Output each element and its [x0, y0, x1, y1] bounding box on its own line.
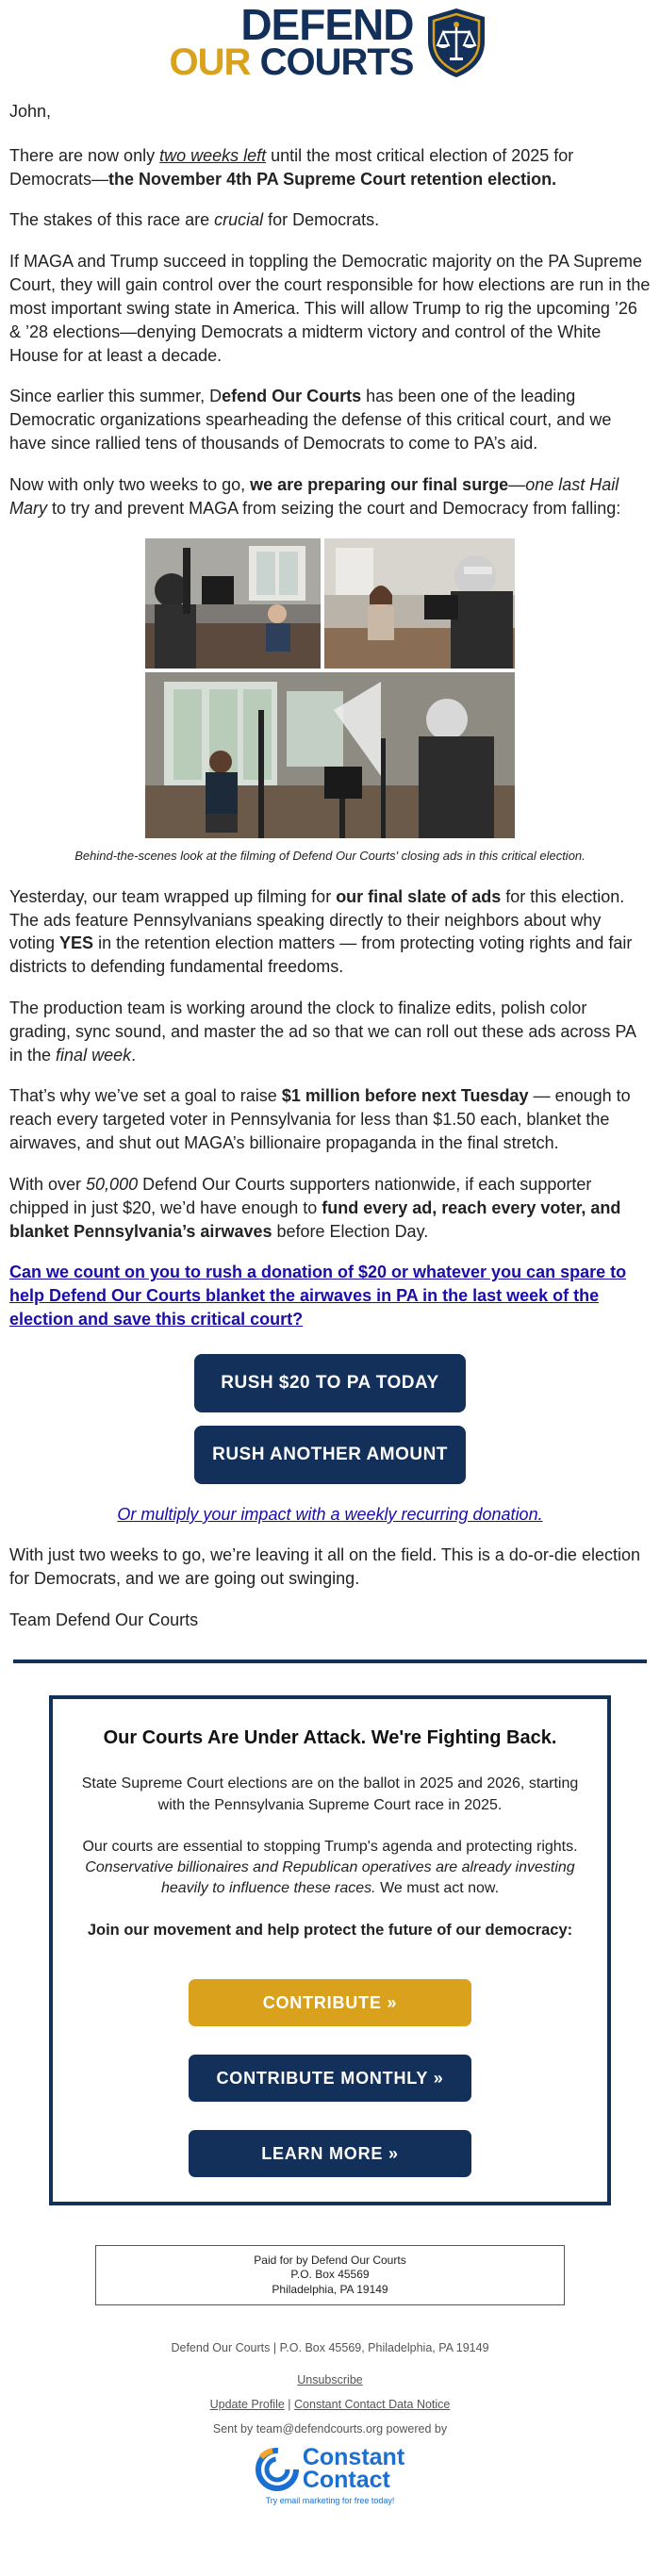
- footer-separator: |: [284, 2398, 295, 2412]
- defend-our-courts-logo[interactable]: [0, 0, 660, 85]
- paragraph-since-summer: Since earlier this summer, Defend Our Courts has been one of the leading Democratic organizations spearheading the defense of this critical court, and we have since rallied tens of thousands of Democrats to come to PA’s aid.: [9, 387, 612, 454]
- photo-filming-interview-2: [324, 538, 515, 669]
- paragraph-supporters: With over 50,000 Defend Our Courts supporters nationwide, if each supporter chipped in just $20, we’d have enough to fund every ad, reach every voter, and blanket Pennsylvania’s airwaves before Election Day.: [9, 1174, 621, 1241]
- paragraph-production: The production team is working around the clock to finalize edits, polish color grading, sync sound, and master the ad so that we can roll out these ads across PA in the final week.: [9, 999, 636, 1065]
- logo-courts: COURTS: [259, 41, 414, 83]
- update-profile-link[interactable]: Update Profile: [209, 2398, 285, 2412]
- email-footer: [0, 2341, 660, 2505]
- logo-our: OUR: [169, 41, 251, 83]
- photo-filming-interview-1: [145, 538, 321, 669]
- unsubscribe-link[interactable]: Unsubscribe: [297, 2373, 363, 2387]
- behind-the-scenes-photos: [145, 538, 515, 838]
- greeting: John,: [9, 102, 52, 121]
- paragraph-stakes: The stakes of this race are crucial for Democrats.: [9, 210, 380, 230]
- paragraph-maga-threat: If MAGA and Trump succeed in toppling the Democratic majority on the PA Supreme Court, they will gain control over the court responsible for how elections are run in the most important swing state in America. This will allow Trump to rig the upcoming ’26 & ’28 elections—denying Democrats a midterm victory and control of the White House for at least a decade.: [9, 252, 651, 365]
- constant-contact-icon: [256, 2448, 299, 2491]
- cc-word-constant: Constant: [302, 2444, 405, 2471]
- promo-paragraph-ballot: State Supreme Court elections are on the ballot in 2025 and 2026, starting with the Pennsylvania Supreme Court race in 2025.: [81, 1775, 579, 1813]
- paragraph-final-ads: Yesterday, our team wrapped up filming for our final slate of ads for this election. The ads feature Pennsylvanians speaking directly to their neighbors about why voting YES in the retention election matters — from protecting voting rights and fair districts to defending fundamental freedoms.: [9, 886, 633, 977]
- shield-scales-icon: [422, 6, 490, 79]
- promo-join: Join our movement and help protect the future of our democracy:: [87, 1921, 573, 1939]
- sent-by: Sent by team@defendcourts.org powered by: [212, 2422, 448, 2436]
- photo-filming-interview-3: [145, 672, 515, 838]
- weekly-recurring-link[interactable]: Or multiply your impact with a weekly recurring donation.: [117, 1504, 543, 1524]
- paragraph-final-surge: Now with only two weeks to go, we are preparing our final surge—one last Hail Mary to try and prevent MAGA from seizing the court and Democracy from falling:: [9, 474, 621, 518]
- rush-20-button[interactable]: RUSH $20 TO PA TODAY: [194, 1354, 466, 1412]
- constant-contact-logo[interactable]: [0, 2444, 660, 2505]
- promo-title: Our Courts Are Under Attack. We're Fighting Back.: [103, 1727, 557, 1749]
- contribute-monthly-button[interactable]: CONTRIBUTE MONTHLY »: [189, 2055, 471, 2102]
- paid-for-city: Philadelphia, PA 19149: [272, 2282, 388, 2296]
- paid-for-disclaimer: [95, 2245, 565, 2306]
- donation-appeal-link[interactable]: Can we count on you to rush a donation of $20 or whatever you can spare to help Defend Our Courts blanket the airwaves in PA in the last week of the election and save this critical court?: [9, 1263, 627, 1329]
- signoff: Team Defend Our Courts: [9, 1610, 199, 1629]
- logo-defend: DEFEND: [240, 0, 414, 50]
- logo-our-courts: [169, 41, 414, 83]
- cc-tagline: Try email marketing for free today!: [265, 2495, 395, 2505]
- promo-box: [49, 1695, 611, 2204]
- paragraph-two-weeks: There are now only two weeks left until the most critical election of 2025 for Democrats—the November 4th PA Supreme Court retention election.: [9, 145, 574, 189]
- paid-for-line: Paid for by Defend Our Courts: [254, 2253, 406, 2267]
- cc-word-contact: Contact: [302, 2467, 390, 2494]
- rush-another-amount-button[interactable]: RUSH ANOTHER AMOUNT: [194, 1426, 466, 1484]
- logo-wordmark: [169, 0, 414, 83]
- contribute-button[interactable]: CONTRIBUTE »: [189, 1979, 471, 2026]
- section-divider: [13, 1660, 647, 1663]
- paragraph-goal: That’s why we’ve set a goal to raise $1 million before next Tuesday — enough to reach every targeted voter in Pennsylvania for less than $1.50 each, blanket the airwaves, and shut out MAGA’s billionaire propaganda in the final stretch.: [9, 1086, 631, 1153]
- photo-caption: Behind-the-scenes look at the filming of Defend Our Courts' closing ads in this critical election.: [74, 848, 586, 863]
- learn-more-button[interactable]: LEARN MORE »: [189, 2130, 471, 2177]
- footer-address: Defend Our Courts | P.O. Box 45569, Philadelphia, PA 19149: [171, 2341, 489, 2355]
- paid-for-pobox: P.O. Box 45569: [290, 2268, 370, 2282]
- promo-paragraph-essential: Our courts are essential to stopping Trump's agenda and protecting rights. Conservative billionaires and Republican operatives are already investing heavily to influence these races. We must act now.: [82, 1838, 578, 1896]
- paragraph-closing: With just two weeks to go, we’re leaving it all on the field. This is a do-or-die election for Democrats, and we are going out swinging.: [9, 1544, 640, 1588]
- data-notice-link[interactable]: Constant Contact Data Notice: [294, 2398, 451, 2412]
- email-copy: [0, 100, 660, 1631]
